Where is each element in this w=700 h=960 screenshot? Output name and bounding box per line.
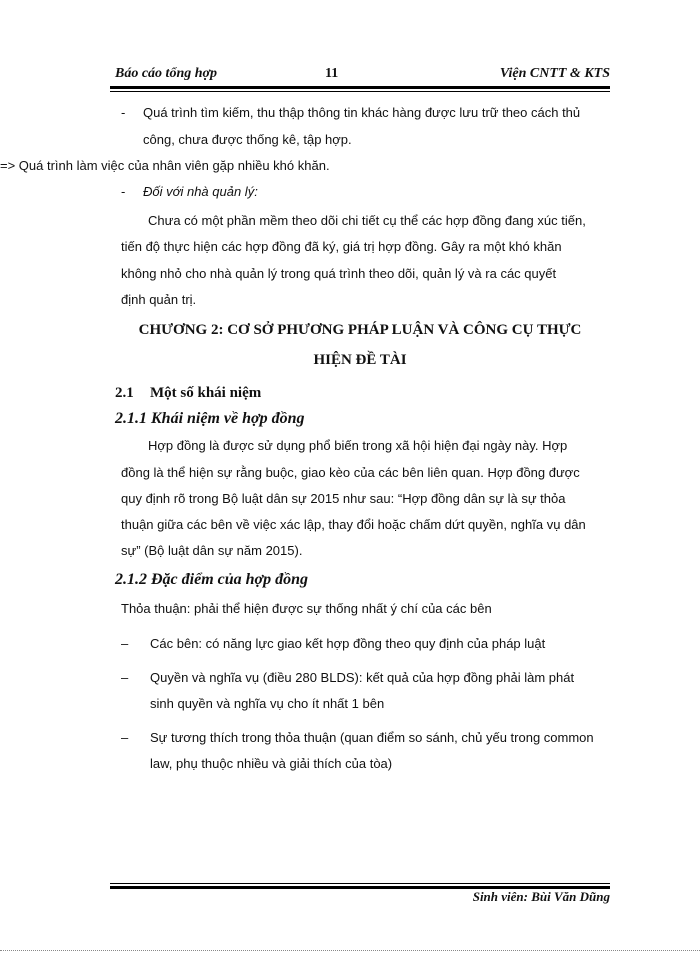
header-report-title: Báo cáo tổng hợp — [115, 66, 218, 81]
page-header — [115, 66, 610, 84]
conclusion-line: => Quá trình làm việc của nhân viên gặp nhiều khó khăn. — [0, 158, 330, 173]
list-item: Quyền và nghĩa vụ (điều 280 BLDS): kết quả của hợp đồng phải làm phát — [150, 670, 575, 685]
page-bottom-dotted-line — [0, 950, 700, 951]
header-page-number: 11 — [325, 66, 339, 81]
list-item-cont: sinh quyền và nghĩa vụ cho ít nhất 1 bên — [150, 696, 385, 711]
footer-rule-thin — [110, 883, 610, 884]
list-item: Các bên: có năng lực giao kết hợp đồng theo quy định của pháp luật — [150, 636, 546, 651]
header-institute: Viện CNTT & KTS — [499, 66, 610, 81]
section-title: Một số khái niệm — [150, 385, 262, 401]
list-item: Sự tương thích trong thỏa thuận (quan điểm so sánh, chủ yếu trong common — [150, 730, 594, 745]
body-line: sự” (Bộ luật dân sự năm 2015). — [121, 543, 303, 558]
bullet-marker: - — [121, 105, 126, 120]
dash-marker: – — [121, 730, 129, 745]
bullet1-line1: Quá trình tìm kiếm, thu thập thông tin khác hàng được lưu trữ theo cách thủ — [143, 105, 581, 120]
footer-student-name: Sinh viên: Bùi Văn Dũng — [472, 889, 610, 904]
header-rule-thick — [110, 86, 610, 89]
chapter-title-line2: HIỆN ĐỀ TÀI — [313, 352, 407, 368]
dash-marker: – — [121, 670, 129, 685]
bullet-marker: - — [121, 184, 126, 199]
header-rule-thin — [110, 91, 610, 92]
body-line: Thỏa thuận: phải thể hiện được sự thống nhất ý chí của các bên — [121, 601, 492, 616]
list-item-cont: law, phụ thuộc nhiều và giải thích của tòa) — [150, 756, 393, 771]
para-line: định quản trị. — [121, 292, 197, 307]
body-line: quy định rõ trong Bộ luật dân sự 2015 như sau: “Hợp đồng dân sự là sự thỏa — [121, 491, 566, 506]
dash-marker: – — [121, 636, 129, 651]
body-line: đồng là thể hiện sự rằng buộc, giao kèo của các bên liên quan. Hợp đồng được — [121, 465, 580, 480]
para-line: tiến độ thực hiện các hợp đồng đã ký, giá trị hợp đồng. Gây ra một khó khăn — [121, 239, 562, 254]
body-line: Hợp đồng là được sử dụng phổ biến trong xã hội hiện đại ngày này. Hợp — [148, 438, 568, 453]
para-line: không nhỏ cho nhà quản lý trong quá trình theo dõi, quản lý và ra các quyết — [121, 266, 557, 281]
subsection-heading: 2.1.2 Đặc điểm của hợp đồng — [115, 571, 309, 588]
chapter-title-line1: CHƯƠNG 2: CƠ SỞ PHƯƠNG PHÁP LUẬN VÀ CÔNG CỤ THỰC — [138, 322, 582, 338]
manager-heading: Đối với nhà quản lý: — [143, 184, 258, 199]
section-number: 2.1 — [115, 385, 134, 401]
para-line: Chưa có một phần mềm theo dõi chi tiết cụ thể các hợp đồng đang xúc tiến, — [148, 213, 586, 228]
body-line: thuận giữa các bên về việc xác lập, thay đổi hoặc chấm dứt quyền, nghĩa vụ dân — [121, 517, 586, 532]
bullet1-line2: công, chưa được thống kê, tập hợp. — [143, 132, 352, 147]
subsection-heading: 2.1.1 Khái niệm về hợp đồng — [115, 410, 305, 427]
